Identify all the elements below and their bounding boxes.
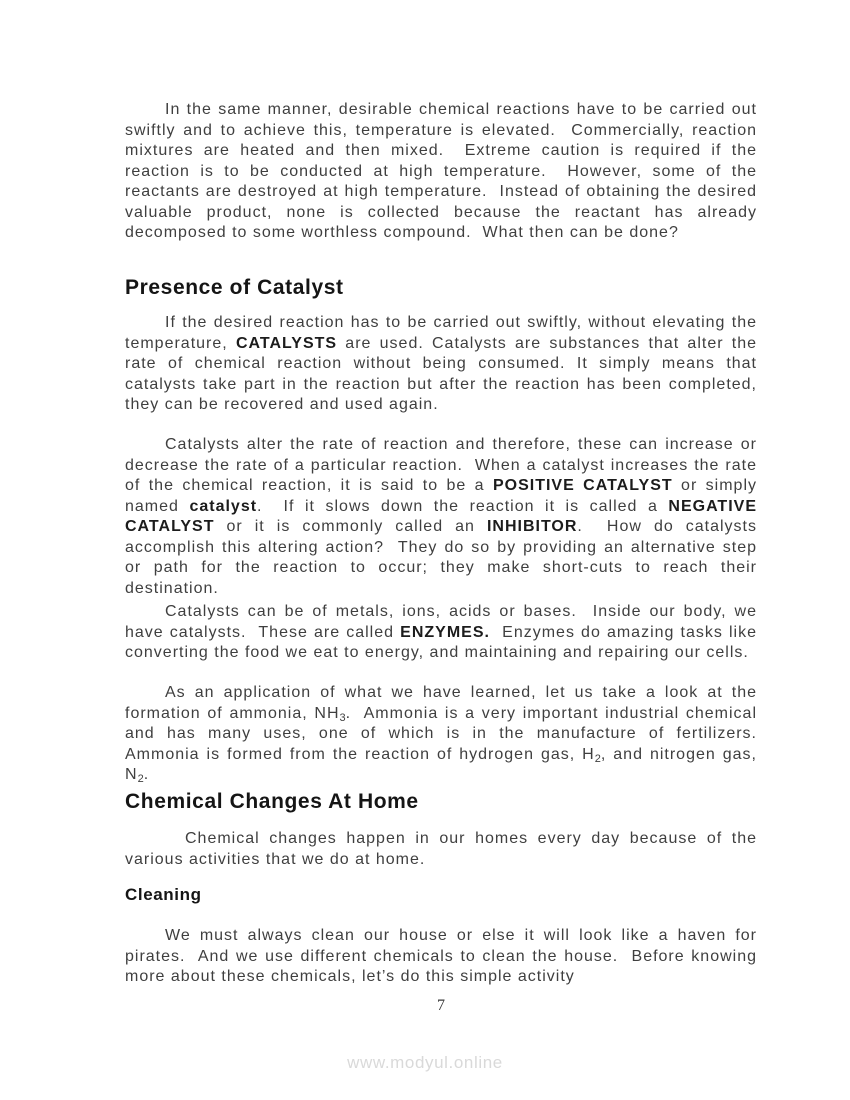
watermark: www.modyul.online xyxy=(347,1053,503,1072)
paragraph-positive-negative-catalyst: Catalysts alter the rate of reaction and therefore, these can increase or decrease the rate of a particular reaction. When a catalyst increases the rate of the chemical reaction, it is said to be a POSITIVE CATALYST or simply named catalyst. If it slows down the reaction it is called a NEGATIVE CATALYST or it is commonly called an INHIBITOR. How do catalysts accomplish this altering action? They do so by providing an alternative step or path for the reaction to occur; they make short-cuts to reach their destination. xyxy=(125,436,763,597)
paragraph-ammonia-formation: As an application of what we have learned, let us take a look at the formation of ammonia, $NH_3$. Ammonia is a very important industrial chemical and has many uses, one of which is in the manufacture of fertilizers. Ammonia is formed from the reaction of hydrogen gas, $H_2$, and nitrogen gas, $N_2$. xyxy=(125,684,768,785)
section-heading-chemical-changes-at-home: Chemical Changes At Home xyxy=(125,790,419,813)
paragraph-enzymes: Catalysts can be of metals, ions, acids or bases. Inside our body, we have catalysts. These are called ENZYMES. Enzymes do amazing tasks like converting the food we eat to energy, and maintaining and repairing our cells. xyxy=(125,603,763,661)
paragraph-desirable-reactions: In the same manner, desirable chemical reactions have to be carried out swiftly and to achieve this, temperature is elevated. Commercially, reaction mixtures are heated and then mixed. Extreme caution is required if the reaction is to be conducted at high temperature. However, some of the reactants are destroyed at high temperature. Instead of obtaining the desired valuable product, none is collected because the reactant has already decomposed to some worthless compound. What then can be done? xyxy=(125,101,763,241)
page-number: 7 xyxy=(437,997,445,1014)
section-heading-presence-of-catalyst: Presence of Catalyst xyxy=(125,276,344,299)
paragraph-cleaning-intro: We must always clean our house or else it will look like a haven for pirates. And we use different chemicals to clean the house. Before knowing more about these chemicals, let’s do this simple activity xyxy=(125,927,763,985)
paragraph-catalysts-used: If the desired reaction has to be carried out swiftly, without elevating the temperature, CATALYSTS are used. Catalysts are substances that alter the rate of chemical reaction without being consumed. It simply means that catalysts take part in the reaction but after the reaction has been completed, they can be recovered and used again. xyxy=(125,314,763,413)
subsection-heading-cleaning: Cleaning xyxy=(125,885,202,904)
paragraph-changes-at-home: Chemical changes happen in our homes every day because of the various activities that we do at home. xyxy=(125,830,763,868)
